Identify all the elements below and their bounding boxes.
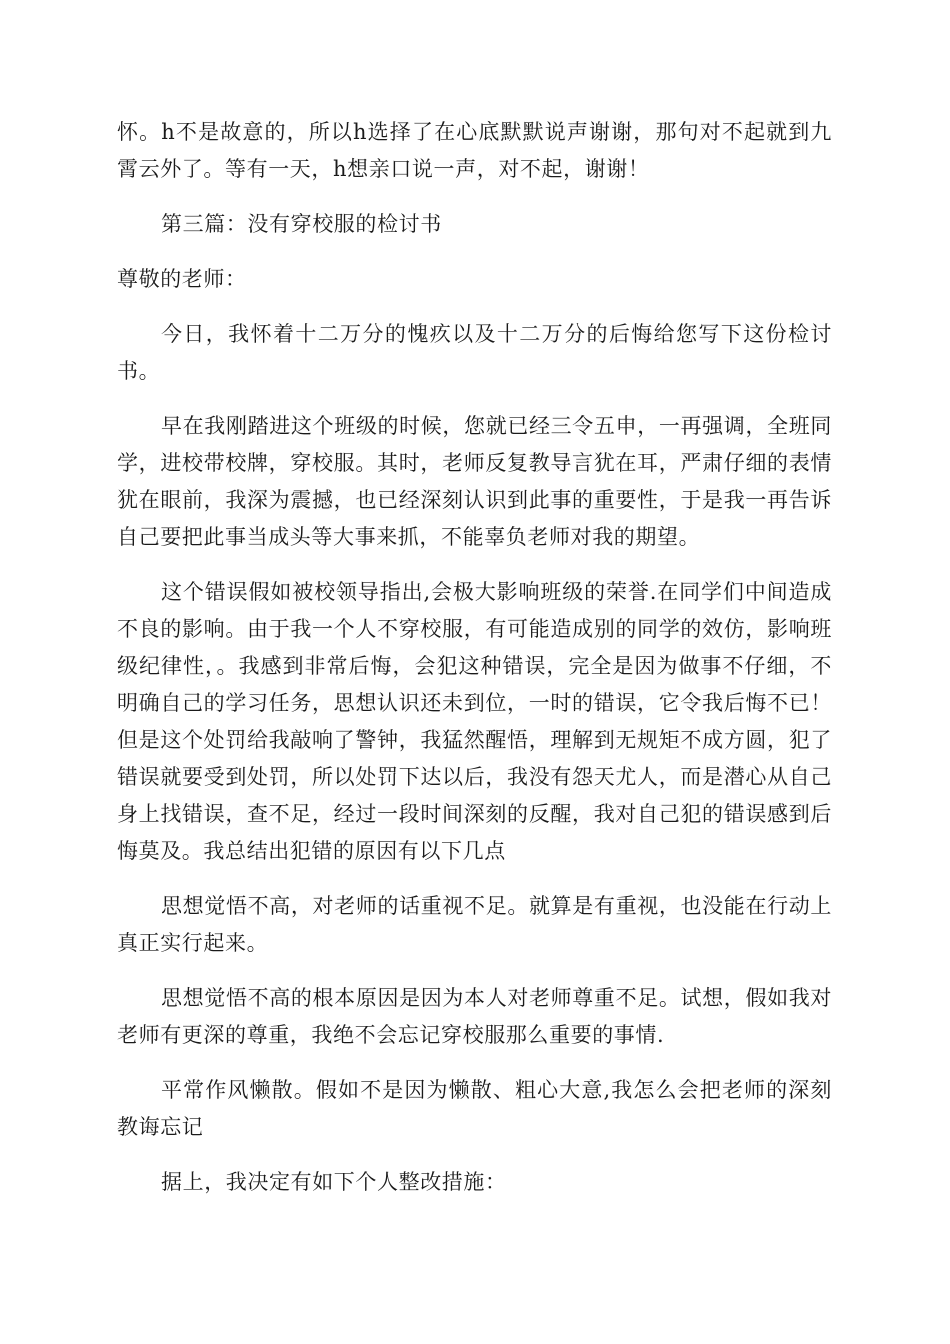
paragraph: 思想觉悟不高，对老师的话重视不足。就算是有重视，也没能在行动上真正实行起来。 <box>117 894 832 955</box>
paragraph: 平常作风懒散。假如不是因为懒散、粗心大意,我怎么会把老师的深刻教诲忘记 <box>117 1078 832 1139</box>
section-heading: 第三篇：没有穿校服的检讨书 <box>161 212 442 236</box>
paragraph: 今日，我怀着十二万分的愧疚以及十二万分的后悔给您写下这份检讨书。 <box>117 322 832 383</box>
paragraph: 这个错误假如被校领导指出,会极大影响班级的荣誉.在同学们中间造成不良的影响。由于我一个人不穿校服，有可能造成别的同学的效仿，影响班级纪律性，。我感到非常后悔，会犯这种错误，完全是因为做事不仔细，不明确自己的学习任务，思想认识还未到位，一时的错误，它令我后悔不已！但是这个处罚给我敲响了警钟，我猛然醒悟，理解到无规矩不成方圆，犯了错误就要受到处罚，所以处罚下达以后，我没有怨天尤人，而是潜心从自己身上找错误，查不足，经过一段时间深刻的反醒，我对自己犯的错误感到后悔莫及。我总结出犯错的原因有以下几点 <box>117 580 832 863</box>
paragraph: 早在我刚踏进这个班级的时候，您就已经三令五申，一再强调，全班同学，进校带校牌，穿校服。其时，老师反复教导言犹在耳，严肃仔细的表情犹在眼前，我深为震撼，也已经深刻认识到此事的重要性，于是我一再告诉自己要把此事当成头等大事来抓，不能辜负老师对我的期望。 <box>117 414 832 549</box>
salutation: 尊敬的老师： <box>117 267 247 291</box>
document-page <box>117 114 832 1219</box>
paragraph: 思想觉悟不高的根本原因是因为本人对老师尊重不足。试想，假如我对老师有更深的尊重，我绝不会忘记穿校服那么重要的事情. <box>117 986 832 1047</box>
paragraph: 据上，我决定有如下个人整改措施： <box>161 1170 507 1194</box>
paragraph-continuation: 怀。h不是故意的，所以h选择了在心底默默说声谢谢，那句对不起就到九霄云外了。等有一天，h想亲口说一声，对不起，谢谢！ <box>117 120 832 181</box>
